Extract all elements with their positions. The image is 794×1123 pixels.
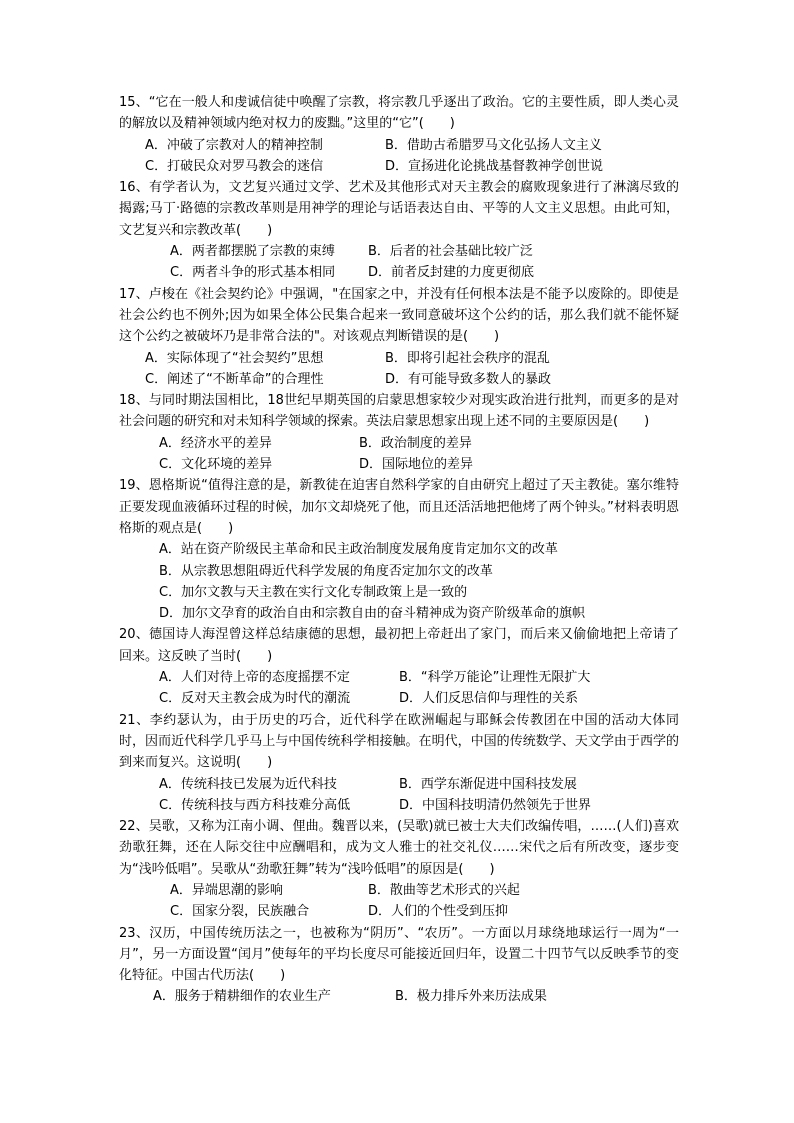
option-a: A．人们对待上帝的态度摇摆不定 bbox=[159, 670, 350, 686]
question-stem: 18、与同时期法国相比，18世纪早期英国的启蒙思想家较少对现实政治进行批判，而更多的是对社会问题的研究和对未知科学领域的探索。英法启蒙思想家出现上述不同的主要原因是( ) bbox=[119, 393, 679, 430]
question-stem: 22、吴歌，又称为江南小调、俚曲。魏晋以来，(吴歌)就已被士大夫们改编传唱，……(人们)喜欢劲歌狂舞，还在人际交往中应酬唱和，成为文人雅士的社交礼仪……宋代之后有所改变，逐步变为“浅吟低唱”。吴歌从“劲歌狂舞”转为“浅吟低唱”的原因是( ) bbox=[119, 819, 679, 877]
option-b: B．“科学万能论”让理性无限扩大 bbox=[399, 670, 591, 686]
option-d: D．人们反思信仰与理性的关系 bbox=[399, 691, 579, 707]
option-d: D．中国科技明清仍然领先于世界 bbox=[399, 797, 592, 813]
option-a: A．经济水平的差异 bbox=[159, 435, 272, 451]
question-21 bbox=[119, 710, 679, 816]
option-d: D．加尔文孕育的政治自由和宗教自由的奋斗精神成为资产阶级革命的旗帜 bbox=[159, 606, 586, 622]
options bbox=[119, 135, 679, 178]
option-a: A．实际体现了“社会契约”思想 bbox=[145, 350, 324, 366]
option-b: B．从宗教思想阻碍近代科学发展的角度否定加尔文的改革 bbox=[159, 563, 493, 579]
options bbox=[119, 433, 679, 476]
option-d: D．前者反封建的力度更彻底 bbox=[368, 265, 535, 281]
option-c: C．阐述了“不断革命”的合理性 bbox=[145, 371, 324, 387]
question-stem: 17、卢梭在《社会契约论》中强调，"在国家之中，并没有任何根本法是不能予以废除的。即使是社会公约也不例外;因为如果全体公民集合起来一致同意破坏这个公约的话，那么我们就不能怀疑这个公约之被破坏乃是非常合法的"。对该观点判断错误的是( ) bbox=[119, 286, 679, 345]
options bbox=[119, 774, 679, 817]
question-18 bbox=[119, 390, 679, 475]
option-a: A．传统科技已发展为近代科技 bbox=[159, 776, 337, 792]
option-a: A．两者都摆脱了宗教的束缚 bbox=[170, 244, 335, 260]
option-b: B．后者的社会基础比较广泛 bbox=[368, 244, 533, 260]
options bbox=[119, 348, 679, 391]
option-d: D．人们的个性受到压抑 bbox=[368, 904, 509, 920]
question-15 bbox=[119, 92, 679, 177]
option-a: A．服务于精耕细作的农业生产 bbox=[153, 989, 331, 1005]
option-b: B．即将引起社会秩序的混乱 bbox=[385, 350, 550, 366]
question-20 bbox=[119, 624, 679, 709]
option-c: C．传统科技与西方科技难分高低 bbox=[159, 797, 351, 813]
question-stem: 21、李约瑟认为，由于历史的巧合，近代科学在欧洲崛起与耶稣会传教团在中国的活动大体同时，因而近代科学几乎马上与中国传统科学相接触。在明代，中国的传统数学、天文学由于西学的到来而复兴。这说明( ) bbox=[119, 712, 679, 771]
exam-page bbox=[119, 92, 679, 1008]
option-d: D．国际地位的差异 bbox=[359, 457, 474, 473]
question-19 bbox=[119, 475, 679, 624]
question-22 bbox=[119, 816, 679, 922]
options bbox=[119, 667, 679, 710]
question-stem: 23、汉历，中国传统历法之一，也被称为“阴历”、“农历”。一方面以月球绕地球运行一周为“一月”，另一方面设置“闰月”使每年的平均长度尽可能接近回归年，设置二十四节气以反映季节的变化特征。中国古代历法( ) bbox=[119, 925, 679, 984]
options bbox=[119, 880, 679, 923]
option-d: D．宣扬进化论挑战基督教神学创世说 bbox=[385, 158, 604, 174]
option-d: D．有可能导致多数人的暴政 bbox=[385, 371, 552, 387]
options bbox=[119, 539, 679, 624]
question-stem: 16、有学者认为，文艺复兴通过文学、艺术及其他形式对天主教会的腐败现象进行了淋漓尽致的揭露;马丁·路德的宗教改革则是用神学的理论与话语表达自由、平等的人文主义思想。由此可知，文艺复兴和宗教改革( ) bbox=[119, 180, 679, 238]
options bbox=[119, 986, 679, 1007]
question-stem: 15、“它在一般人和虔诚信徒中唤醒了宗教，将宗教几乎逐出了政治。它的主要性质，即人类心灵的解放以及精神领域内绝对权力的废黜。”这里的“它”( ) bbox=[119, 95, 679, 132]
question-stem: 20、德国诗人海涅曾这样总结康德的思想，最初把上帝赶出了家门，而后来又偷偷地把上帝请了回来。这反映了当时( ) bbox=[119, 627, 679, 664]
option-c: C．打破民众对罗马教会的迷信 bbox=[145, 158, 324, 174]
option-c: C．文化环境的差异 bbox=[159, 457, 273, 473]
option-c: C．加尔文教与天主教在实行文化专制政策上是一致的 bbox=[159, 584, 468, 600]
option-b: B．散曲等艺术形式的兴起 bbox=[368, 882, 520, 898]
option-b: B．政治制度的差异 bbox=[359, 435, 472, 451]
options bbox=[119, 241, 679, 284]
option-c: C．反对天主教会成为时代的潮流 bbox=[159, 691, 351, 707]
option-c: C．两者斗争的形式基本相同 bbox=[170, 265, 336, 281]
option-a: A．异端思潮的影响 bbox=[170, 882, 283, 898]
question-23 bbox=[119, 923, 679, 1008]
question-stem: 19、恩格斯说“值得注意的是，新教徒在迫害自然科学家的自由研究上超过了天主教徒。塞尔维特正要发现血液循环过程的时候，加尔文却烧死了他，而且还活活地把他烤了两个钟头。”材料表明恩格斯的观点是( ) bbox=[119, 478, 679, 536]
option-a: A．站在资产阶级民主革命和民主政治制度发展角度肯定加尔文的改革 bbox=[159, 542, 558, 558]
question-16 bbox=[119, 177, 679, 283]
option-b: B．借助古希腊罗马文化弘扬人文主义 bbox=[385, 137, 602, 153]
option-a: A．冲破了宗教对人的精神控制 bbox=[145, 137, 323, 153]
option-b: B．西学东渐促进中国科技发展 bbox=[399, 776, 577, 792]
question-17 bbox=[119, 284, 679, 390]
option-c: C．国家分裂，民族融合 bbox=[170, 904, 310, 920]
option-b: B．极力排斥外来历法成果 bbox=[395, 989, 547, 1005]
